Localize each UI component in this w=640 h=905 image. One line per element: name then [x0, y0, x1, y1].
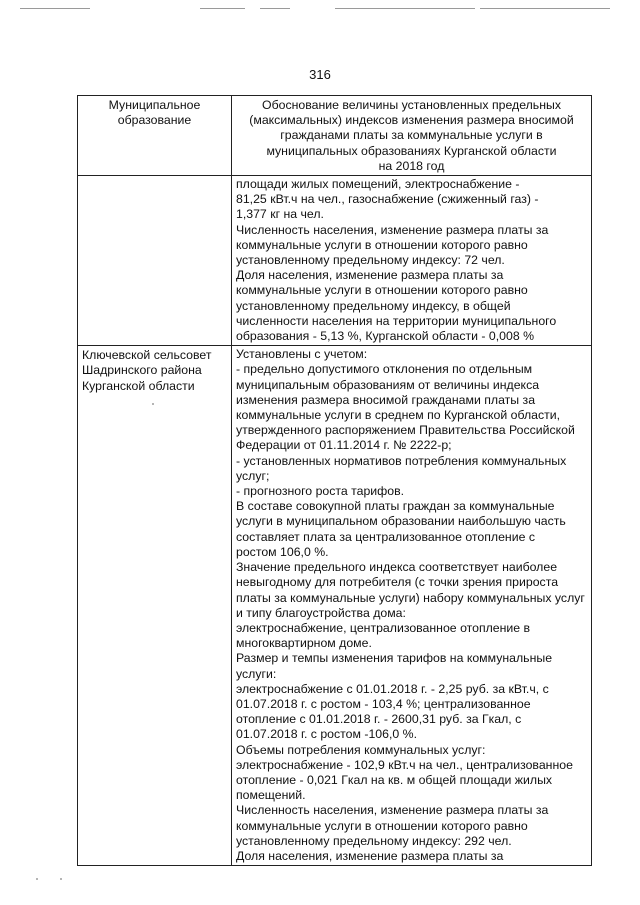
text-line: Федерации от 01.11.2014 г. № 2222-р; — [236, 438, 452, 453]
text-line: коммунальные услуги в отношении которого равно — [236, 818, 528, 833]
text-line: Размер и темпы изменения тарифов на коммунальные — [236, 651, 553, 666]
municipality-line: Ключевской сельсовет — [82, 348, 212, 363]
text-line: невыгодному для потребителя (с точки зрения прироста — [236, 575, 559, 590]
text-line: многоквартирном доме. — [236, 636, 372, 651]
text-line: - предельно допустимого отклонения по отдельным — [236, 362, 533, 377]
text-line: ростом 106,0 %. — [236, 544, 329, 559]
scan-artifact-line — [335, 8, 475, 9]
text-line: утвержденного распоряжением Правительства Российской — [236, 423, 575, 438]
text-line: электроснабжение с 01.01.2018 г. - 2,25 руб. за кВт.ч, с — [236, 681, 549, 696]
text-line: составляет плата за централизованное отопление с — [236, 529, 535, 544]
header-line: на 2018 год — [378, 158, 445, 173]
text-line: коммунальные услуги в отношении которого равно — [236, 237, 528, 252]
municipality-cell — [78, 176, 232, 346]
header-line: Муниципальное — [108, 98, 201, 112]
text-line: и типу благоустройства дома: — [236, 605, 406, 620]
text-line: численности населения на территории муниципального — [236, 313, 557, 328]
text-line: 1,377 кг на чел. — [236, 207, 324, 222]
municipality-line: Шадринского района — [82, 363, 202, 378]
header-line: гражданами платы за коммунальные услуги в — [280, 128, 543, 143]
text-line: В составе совокупной платы граждан за коммунальные — [236, 499, 555, 514]
scan-artifact-line — [260, 8, 290, 9]
text-line: изменения размера вносимой гражданами платы за — [236, 392, 536, 407]
page-number: 316 — [309, 67, 331, 82]
text-line: услуги: — [236, 666, 277, 681]
scan-artifact-line — [480, 8, 610, 9]
table-row — [78, 346, 592, 866]
scan-speck — [36, 878, 38, 880]
municipality-cell — [78, 346, 232, 866]
text-line: коммунальные услуги в отношении которого равно — [236, 283, 528, 298]
text-line: отопление с 01.01.2018 г. - 2600,31 руб. за Гкал, с — [236, 712, 522, 727]
text-line: площади жилых помещений, электроснабжение - — [236, 177, 520, 192]
text-line: Установлены с учетом: — [236, 347, 368, 362]
table-header-row — [78, 96, 592, 176]
text-line: 01.07.2018 г. с ростом - 103,4 %; централизованное — [236, 696, 531, 711]
text-line: Численность населения, изменение размера платы за — [236, 222, 549, 237]
text-line: Доля населения, изменение размера платы за — [236, 848, 504, 863]
text-line: платы за коммунальные услуги) набору коммунальных услуг — [236, 590, 585, 605]
table-row — [78, 176, 592, 346]
text-line: муниципальным образованиям от величины индекса — [236, 377, 540, 392]
text-line: установленному предельному индексу: 292 чел. — [236, 833, 512, 848]
text-line: отопление - 0,021 Гкал на кв. м общей площади жилых — [236, 772, 553, 787]
header-justification — [232, 96, 592, 176]
justification-cell — [232, 346, 592, 866]
header-line: (максимальных) индексов изменения размера вносимой — [249, 113, 574, 128]
header-line: муниципальных образованиях Курганской области — [266, 143, 557, 158]
text-line: Доля населения, изменение размера платы за — [236, 268, 504, 283]
scan-artifact-line — [200, 8, 245, 9]
text-line: электроснабжение, централизованное отопление в — [236, 620, 531, 635]
text-line: услуг; — [236, 468, 270, 483]
text-line: помещений. — [236, 788, 306, 803]
text-line: - прогнозного роста тарифов. — [236, 484, 405, 499]
text-line: установленному предельному индексу: 72 чел. — [236, 253, 505, 268]
text-line: услуги в муниципальном образовании наибольшую часть — [236, 514, 566, 529]
header-line: Обоснование величины установленных предельных — [262, 98, 561, 112]
text-line: коммунальные услуги в среднем по Курганской области, — [236, 408, 561, 423]
text-line: электроснабжение - 102,9 кВт.ч на чел., централизованное — [236, 757, 573, 772]
text-line: Численность населения, изменение размера платы за — [236, 803, 549, 818]
text-line: - установленных нормативов потребления коммунальных — [236, 453, 567, 468]
text-line: Значение предельного индекса соответствует наиболее — [236, 560, 558, 575]
header-municipality — [78, 96, 232, 176]
text-line: 81,25 кВт.ч на чел., газоснабжение (сжиженный газ) - — [236, 192, 539, 207]
scan-speck — [60, 878, 62, 880]
text-line: Объемы потребления коммунальных услуг: — [236, 742, 486, 757]
header-line: образование — [117, 113, 192, 128]
text-line: образования - 5,13 %, Курганской области - 0,008 % — [236, 329, 535, 344]
text-line: установленному предельному индексу, в общей — [236, 298, 511, 313]
scan-artifact-line — [20, 8, 90, 9]
justification-table — [77, 95, 592, 866]
municipality-line: Курганской области — [82, 378, 195, 393]
text-line: 01.07.2018 г. с ростом -106,0 %. — [236, 727, 418, 742]
justification-cell — [232, 176, 592, 346]
